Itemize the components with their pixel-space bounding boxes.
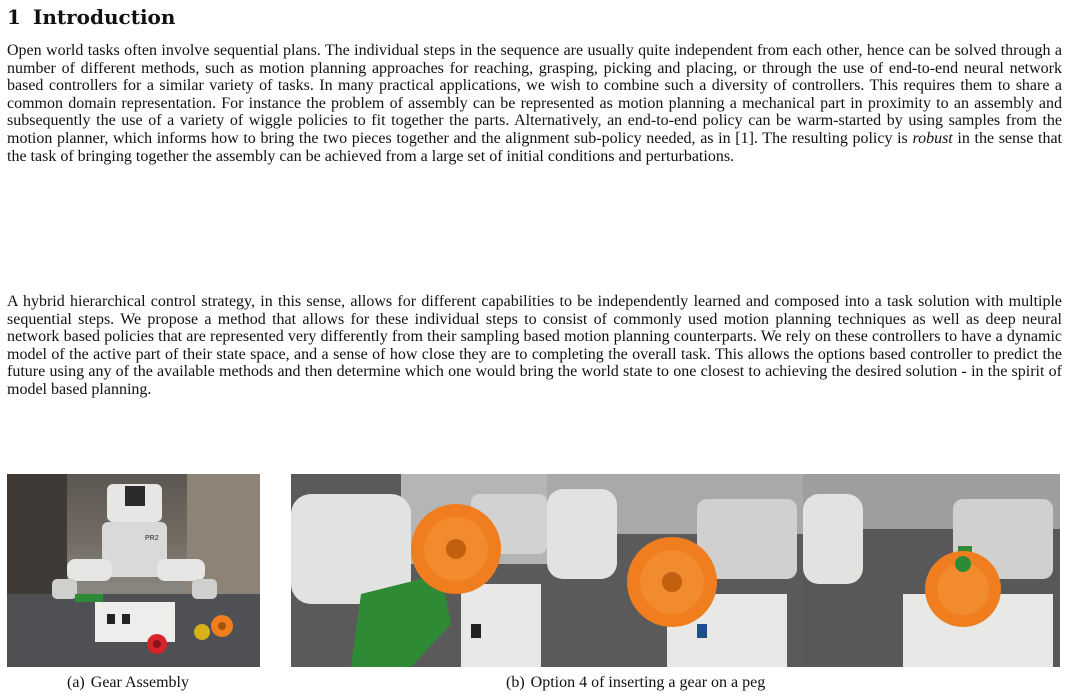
figure-caption-a (67, 673, 189, 693)
figure-caption-a-text: Gear Assembly (90, 674, 189, 691)
robot-label: PR2 (145, 535, 159, 542)
intro-paragraph-1-text-a: Open world tasks often involve sequential plans. The individual steps in the sequence are usually quite independent from each other, hence can be solved through a number of different methods, such as motion planning approaches for reaching, grasping, picking and placing, or through the use of end-to-end neural network based controllers for a similar variety of tasks. In many practical applications, we wish to combine such a diversity of controllers. This requires them to share a common domain representation. For instance the problem of assembly can be represented as motion planning a mechanical part in proximity to an assembly and subsequently the use of a variety of wiggle policies to fit together the parts. Alternatively, an end-to-end policy can be warm-started by using samples from the motion planner, which informs how to bring the two pieces together and the alignment sub-policy needed, as in [1]. The resulting policy is (7, 42, 1062, 147)
figure-caption-b (506, 673, 765, 693)
figure-caption-b-label: (b) (506, 674, 525, 691)
figure-photo-option4-step3 (803, 474, 1060, 667)
intro-paragraph-1 (7, 42, 1062, 165)
intro-paragraph-1-text-b: in the sense that the task of bringing together the assembly can be achieved from a large set of initial conditions and perturbations. (7, 129, 1063, 165)
figure (7, 474, 1062, 668)
figure-photo-option4-step1 (291, 474, 547, 667)
section-heading (7, 5, 175, 29)
figure-caption-b-text: Option 4 of inserting a gear on a peg (530, 674, 766, 691)
figure-photo-option4-step2 (547, 474, 803, 667)
intro-paragraph-2-text: A hybrid hierarchical control strategy, in this sense, allows for different capabilities to be independently learned and composed into a task solution with multiple sequential steps. We propose a method that allows for these individual steps to consist of commonly used motion planning techniques as well as deep neural network based policies that are represented very differently from their sampling based motion planning counterparts. We rely on these controllers to have a dynamic model of the active part of their state space, and a sense of how close they are to completing the overall task. This allows the options based controller to predict the future using any of the available methods and then determine which one would bring the world state to one closest to achieving the desired solution - in the spirit of model based planning. (7, 293, 1062, 398)
section-title: Introduction (33, 5, 176, 29)
figure-photo-gear-assembly (7, 474, 260, 667)
intro-paragraph-1-emphasis: robust (912, 129, 953, 147)
section-number: 1 (7, 5, 21, 29)
intro-paragraph-2 (7, 293, 1062, 399)
figure-caption-a-label: (a) (67, 674, 85, 691)
